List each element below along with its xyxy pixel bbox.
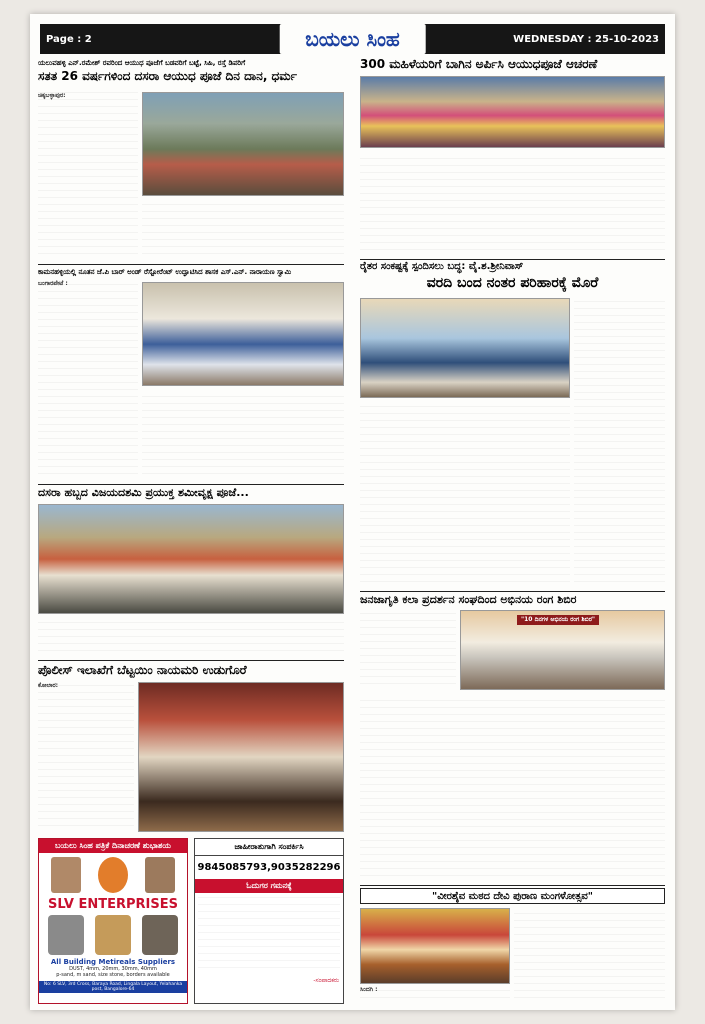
article-dasara-charity bbox=[38, 58, 344, 83]
newspaper-page bbox=[30, 14, 675, 1010]
advert-tagline: All Building Metireals Suppliers bbox=[50, 958, 176, 966]
advert-product-images bbox=[39, 912, 187, 958]
photo-women-gathering bbox=[360, 76, 665, 148]
article-kicker: ಕಾಮನಹಳ್ಳಿಯಲ್ಲಿ ನೂತನ ಜೆ.ಪಿ ಬಾರ್ ಅಂಡ್ ರೆಸ್ಟೋರೆಂಟ್ ಉದ್ಘಾಟಿಸಿದ ಶಾಸಕ ಎಸ್.ಎನ್. ನಾರಾಯಣ ಸ್ವಾಮಿ bbox=[38, 268, 292, 276]
article-kicker-farmers: ರೈತರ ಸಂಕಷ್ಟಕ್ಕೆ ಸ್ಪಂದಿಸಲು ಬದ್ಧ: ವೈ.ಶ.ಶ್ರೀನಿವಾಸ್ bbox=[360, 261, 524, 272]
photo-inauguration bbox=[142, 282, 344, 386]
article-body-cont bbox=[142, 390, 344, 480]
article-body bbox=[360, 610, 456, 690]
notice-header: ಓದುಗರ ಗಮನಕ್ಕೆ bbox=[195, 879, 343, 893]
advert-slv bbox=[38, 838, 188, 1004]
article-body bbox=[360, 152, 665, 256]
article-body bbox=[38, 682, 134, 832]
article-body-cont bbox=[142, 200, 344, 260]
article-dateline: ಚಿಕ್ಕಬಳ್ಳಾಪುರ: bbox=[38, 92, 66, 99]
divider bbox=[38, 484, 344, 485]
article-headline-shami: ದಸರಾ ಹಬ್ಬದ ವಿಜಯದಶಮಿ ಪ್ರಯುಕ್ತ ಶಮೀವೃಕ್ಷ ಪೂಜೆ... bbox=[38, 486, 249, 499]
article-kicker: ಯಲುವಹಳ್ಳಿ ಎನ್.ರಮೇಶ್ ರವರಿಂದ ಆಯುಧ ಪೂಜೆಗೆ ಬಡವರಿಗೆ ಬಟ್ಟೆ, ಸಿಹಿ, ರಸ್ತೆ ಡಿಪರಿಗೆ bbox=[38, 59, 246, 67]
divider bbox=[38, 660, 344, 661]
advert-portraits bbox=[39, 853, 187, 897]
advert-header: ಬಯಲು ಸಿಂಹ ಪತ್ರಿಕೆ ದಿನಾಚರಣೆ ಶುಭಾಶಯ bbox=[39, 839, 187, 853]
gravel-image bbox=[48, 915, 84, 955]
article-body bbox=[38, 92, 138, 260]
article-body bbox=[38, 280, 138, 480]
article-bar-opening bbox=[38, 267, 344, 277]
advert-address: No: 6 SLV, 3rd Cross, Baraya Road, Lingala Layout, Yelahanka post, Bangalore-64 bbox=[39, 981, 187, 993]
page-number: Page : 2 bbox=[46, 33, 92, 45]
photo-group-distribution bbox=[142, 92, 344, 196]
article-headline-police: ಪೊಲೀಸ್ ಇಲಾಖೆಗೆ ಬೆಟ್ಟಯಿಂ ನಾಯಮರಿ ಉಡುಗೊರೆ bbox=[38, 663, 247, 677]
advert-company: SLV ENTERPRISES bbox=[48, 897, 178, 912]
sand-image bbox=[95, 915, 131, 955]
stone-image bbox=[142, 915, 178, 955]
advert-products: DUST, 4mm, 20mm, 30mm, 40mm bbox=[69, 966, 157, 972]
photo-procession bbox=[38, 504, 344, 614]
divider bbox=[38, 264, 344, 265]
article-headline-box bbox=[360, 888, 665, 904]
divider bbox=[360, 591, 665, 592]
article-headline-purana: "ವೀರಶೈವ ಮಠದ ದೇವಿ ಪುರಾಣ ಮಂಗಳೋತ್ಸವ" bbox=[432, 890, 593, 902]
article-headline: ಸತತ 26 ವರ್ಷಗಳಿಂದ ದಸರಾ ಆಯುಧ ಪೂಜೆ ದಿನ ದಾನ, ಧರ್ಮ bbox=[38, 69, 297, 83]
photo-devi-purana bbox=[360, 908, 510, 984]
contact-phone: 9845085793,9035282296 bbox=[197, 862, 341, 873]
photo-caption bbox=[38, 617, 344, 657]
newspaper-name: ಬಯಲು ಸಿಂಹ bbox=[279, 24, 426, 54]
contact-header: ಜಾಹೀರಾತುಗಾಗಿ ಸಂಪರ್ಕಿಸಿ bbox=[195, 839, 343, 856]
masthead bbox=[40, 24, 665, 54]
advert-contact bbox=[194, 838, 344, 1004]
advert-products-2: p-sand, m sand, size stone, borders available bbox=[56, 972, 170, 978]
article-body-side bbox=[514, 908, 665, 1004]
portrait-photo bbox=[51, 857, 81, 893]
article-dateline: ಬಂಗಾರಪೇಟೆ : bbox=[38, 280, 68, 287]
article-dateline: ಸಿಂದಗಿ : bbox=[360, 986, 378, 993]
divider bbox=[360, 259, 665, 260]
notice-body bbox=[198, 896, 340, 974]
article-body bbox=[360, 402, 570, 588]
article-body bbox=[360, 986, 510, 1004]
divider bbox=[360, 885, 665, 886]
camp-banner: "10 ದಿನಗಳ ಅಭಿನಯ ರಂಗ ಶಿಬಿರ" bbox=[517, 615, 599, 625]
issue-date: WEDNESDAY : 25-10-2023 bbox=[513, 33, 659, 45]
portrait-photo bbox=[145, 857, 175, 893]
photo-police-gift bbox=[138, 682, 344, 832]
notice-signature: -ಸಂಪಾದಕರು bbox=[313, 977, 339, 984]
article-headline-bagina: 300 ಮಹಿಳೆಯರಿಗೆ ಬಾಗಿನ ಅರ್ಪಿಸಿ ಆಯುಧಪೂಜೆ ಆಚರಣೆ bbox=[360, 57, 598, 71]
article-dateline: ಕೋಲಾರ: bbox=[38, 682, 59, 689]
photo-meeting bbox=[360, 298, 570, 398]
article-body-cont bbox=[360, 694, 665, 882]
article-body-side bbox=[574, 298, 665, 588]
article-headline-farmers: ವರದಿ ಬಂದ ನಂತರ ಪರಿಹಾರಕ್ಕೆ ಮೊರೆ bbox=[426, 275, 599, 291]
article-headline-theatre: ಜನಜಾಗೃತಿ ಕಲಾ ಪ್ರದರ್ಶನ ಸಂಘದಿಂದ ಅಭಿನಯ ರಂಗ ಶಿಬಿರ bbox=[360, 593, 577, 606]
photo-theatre-camp bbox=[460, 610, 665, 690]
om-icon bbox=[98, 857, 128, 893]
